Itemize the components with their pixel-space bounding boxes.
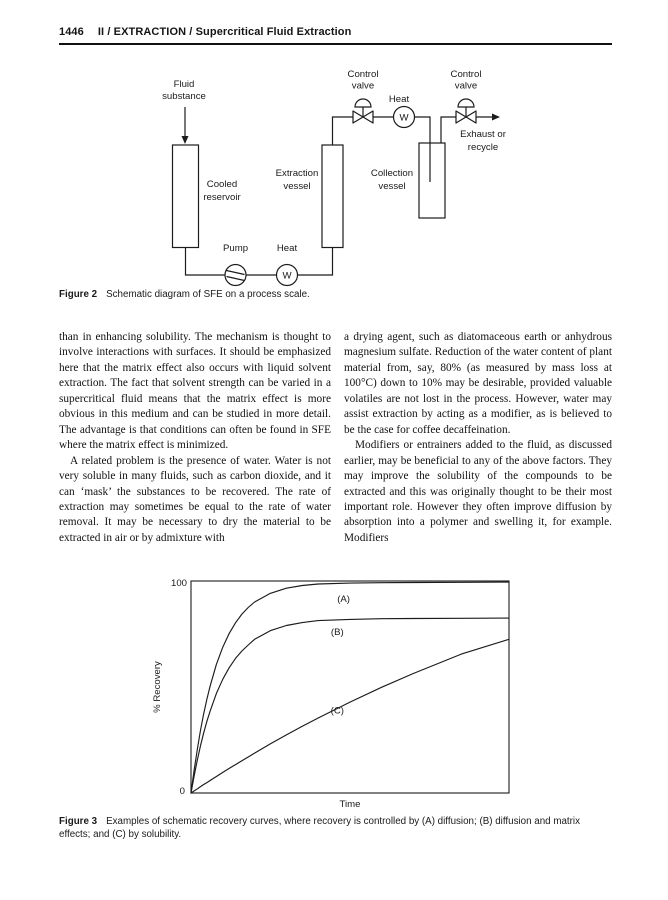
control-valve-icon-right — [456, 99, 476, 123]
cooled-reservoir-vessel — [173, 145, 199, 248]
fluid-substance-label-1: Fluid — [173, 79, 195, 90]
control-valve-right-label-2: valve — [454, 80, 478, 92]
heater-icon-bottom — [277, 265, 298, 286]
extraction-vessel-label-1: Extraction — [275, 168, 319, 179]
collection-vessel-label-2: vessel — [378, 181, 406, 192]
header-rule — [59, 43, 612, 45]
curve-label-C: (C) — [330, 705, 344, 717]
control-valve-right-label-1: Control — [450, 69, 482, 80]
figure2-diagram — [95, 57, 535, 289]
paragraph: A related problem is the presence of water. Water is not very soluble in many fluids, such as carbon dioxide, and it can ‘mask’ the substances to be recovered. The rate of extraction may sometimes be equal to the rate of water removal. It may be necessary to dry the material to be extracted in air or by admixture with — [59, 454, 331, 544]
cooled-reservoir-label-2: reservoir — [203, 192, 241, 203]
figure3-caption-text: Examples of schematic recovery curves, where recovery is controlled by (A) diffusion; (B) diffusion and matrix effects; and (C) by solubility. — [59, 816, 580, 840]
cooled-reservoir-label-1: Cooled — [206, 179, 238, 190]
ytick-100: 100 — [170, 578, 187, 589]
paragraph: than in enhancing solubility. The mechanism is thought to involve interactions with surfaces. It should be emphasized here that the matrix effect also occurs with liquid solvent extraction. The fact that solvent strength can be varied in a supercritical fluid means that the matrix effect is more obvious in this medium and can be studied in more detail. The advantage is that conditions can often be found in SFE where the matrix effect is minimized. — [59, 331, 331, 452]
extraction-vessel-shape — [322, 145, 343, 248]
page-header — [59, 26, 612, 38]
heat-bottom-label: Heat — [276, 243, 298, 254]
heat-top-label: Heat — [388, 94, 410, 105]
body-column-left — [59, 330, 331, 546]
pump-icon — [225, 265, 246, 286]
paragraph: a drying agent, such as diatomaceous earth or anhydrous magnesium sulfate. Reduction of the water content of plant material from, say, 80% (as measured by mass loss at 100°C) down to 10% may be desirable, provided valuable volatiles are not lost in the process. However, water may assist extraction by acting as a modifier, as is believed to be the case for coffee decaffeination. — [344, 331, 612, 436]
heater-symbol-bottom: W — [282, 270, 292, 282]
exhaust-arrow — [492, 114, 500, 121]
recovery-curve-A — [191, 582, 509, 793]
collection-vessel-label-1: Collection — [370, 168, 414, 179]
exhaust-label-1: Exhaust or — [460, 129, 506, 140]
heater-icon-top — [394, 107, 415, 128]
article-title: II / EXTRACTION / Supercritical Fluid Extraction — [97, 26, 352, 38]
pump-label: Pump — [222, 243, 249, 254]
body-column-right — [344, 330, 612, 546]
paragraph: Modifiers or entrainers added to the fluid, as discussed earlier, may be beneficial to any of the above factors. They may improve the solubility of the compounds to be extracted and this was originally thought to be their most important role. However they often improve diffusion by absorption into a polymer and swelling it, for example. Modifiers — [344, 439, 612, 544]
ytick-0: 0 — [179, 786, 185, 797]
control-valve-left-label-2: valve — [351, 80, 375, 92]
extraction-vessel-label-2: vessel — [283, 181, 311, 192]
fluid-inlet-arrow — [182, 136, 189, 144]
figure3-chart — [145, 570, 545, 813]
collection-vessel-shape — [419, 143, 445, 218]
figure2-caption — [59, 289, 613, 302]
figure2-caption-text: Schematic diagram of SFE on a process scale. — [106, 289, 310, 300]
body-text — [59, 330, 612, 546]
page-number: 1446 — [59, 26, 84, 38]
recovery-curve-B — [191, 618, 509, 793]
x-axis-label: Time — [339, 799, 361, 810]
curve-label-A: (A) — [337, 594, 350, 606]
curve-label-B: (B) — [330, 627, 344, 639]
y-axis-label: % Recovery — [152, 661, 163, 713]
control-valve-left-label-1: Control — [347, 69, 379, 80]
fluid-substance-label-2: substance — [162, 91, 206, 102]
figure2-caption-label: Figure 2 — [59, 289, 98, 300]
figure3-caption-label: Figure 3 — [59, 816, 98, 827]
control-valve-icon-left — [353, 99, 373, 123]
plot-frame — [191, 581, 509, 793]
figure3-caption — [59, 816, 613, 841]
recovery-curve-C — [191, 639, 509, 793]
heater-symbol-top: W — [399, 112, 409, 124]
exhaust-label-2: recycle — [467, 142, 499, 153]
